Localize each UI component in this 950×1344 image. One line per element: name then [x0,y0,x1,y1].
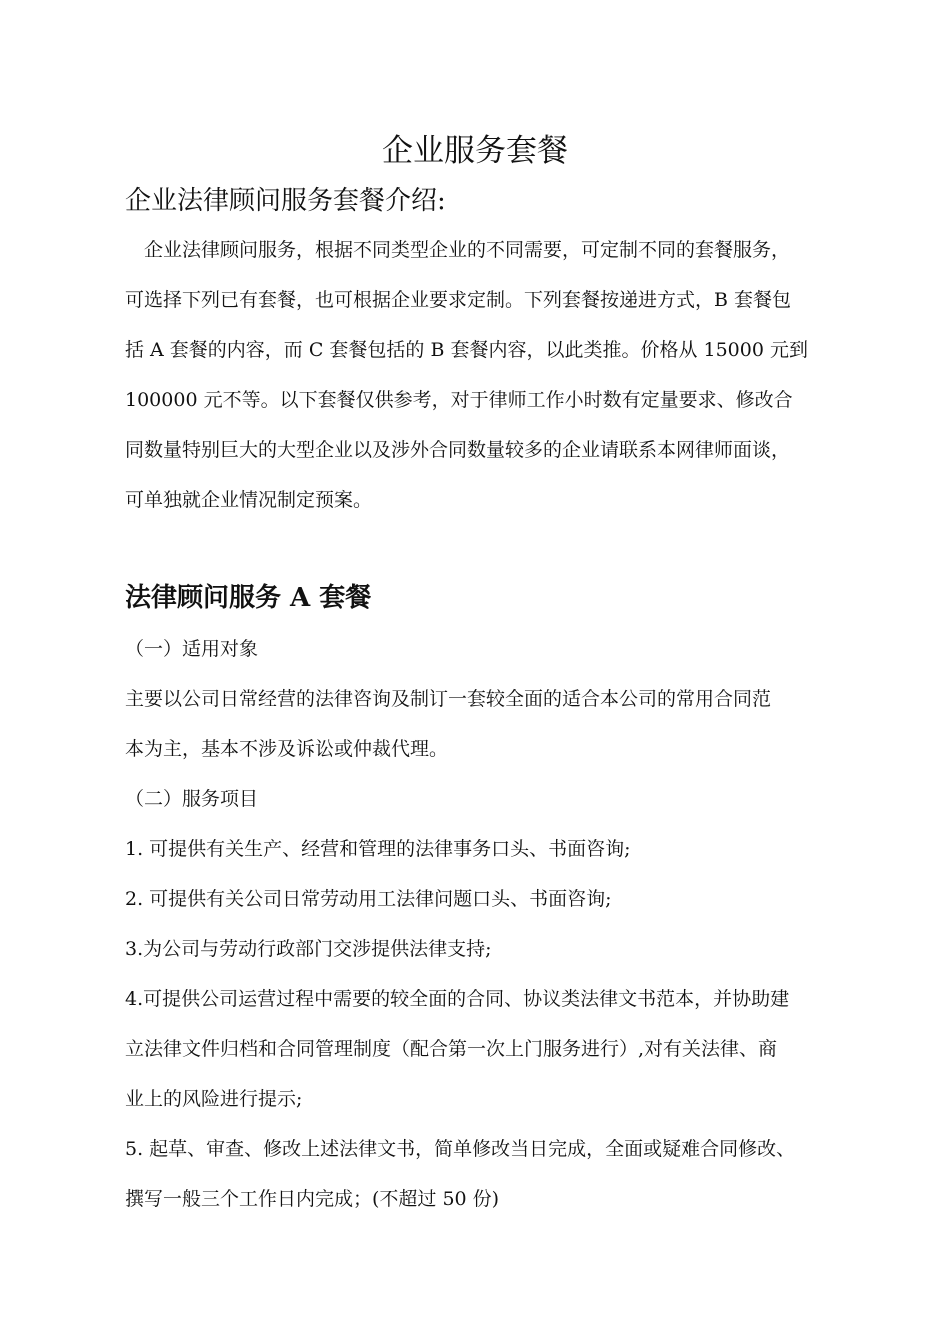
service-item-line: 2. 可提供有关公司日常劳动用工法律问题口头、书面咨询; [125,888,612,910]
section-a-heading: 法律顾问服务 A 套餐 [125,583,372,613]
intro-line: 可选择下列已有套餐，也可根据企业要求定制。下列套餐按递进方式，B 套餐包 [125,289,792,311]
service-item-line: 4.可提供公司运营过程中需要的较全面的合同、协议类法律文书范本，并协助建 [125,988,790,1010]
intro-paragraph [125,225,849,525]
target-line: 本为主，基本不涉及诉讼或仲裁代理。 [125,738,449,760]
intro-line: 括 A 套餐的内容，而 C 套餐包括的 B 套餐内容，以此类推。价格从 15000 元到 [125,339,808,361]
target-line: 主要以公司日常经营的法律咨询及制订一套较全面的适合本公司的常用合同范 [125,688,772,710]
intro-heading: 企业法律顾问服务套餐介绍: [125,186,446,216]
service-item-line: 3.为公司与劳动行政部门交涉提供法律支持; [125,938,492,960]
service-item-line: 立法律文件归档和合同管理制度（配合第一次上门服务进行）,对有关法律、商 [125,1038,778,1060]
intro-line: 100000 元不等。以下套餐仅供参考，对于律师工作小时数有定量要求、修改合 [125,389,793,411]
intro-line: 企业法律顾问服务，根据不同类型企业的不同需要，可定制不同的套餐服务， [144,239,791,261]
service-item-line: 业上的风险进行提示; [125,1088,303,1110]
subheading-services: （二）服务项目 [125,788,259,810]
service-item-line: 5. 起草、审查、修改上述法律文书，简单修改当日完成，全面或疑难合同修改、 [125,1138,796,1160]
intro-line: 同数量特别巨大的大型企业以及涉外合同数量较多的企业请联系本网律师面谈， [125,439,791,461]
subheading-target: （一）适用对象 [125,638,259,660]
service-item-line: 撰写一般三个工作日内完成；(不超过 50 份) [125,1188,500,1210]
intro-line: 可单独就企业情况制定预案。 [125,489,373,511]
section-a-body [125,624,849,1224]
service-item-line: 1. 可提供有关生产、经营和管理的法律事务口头、书面咨询; [125,838,631,860]
document-title: 企业服务套餐 [382,133,568,169]
